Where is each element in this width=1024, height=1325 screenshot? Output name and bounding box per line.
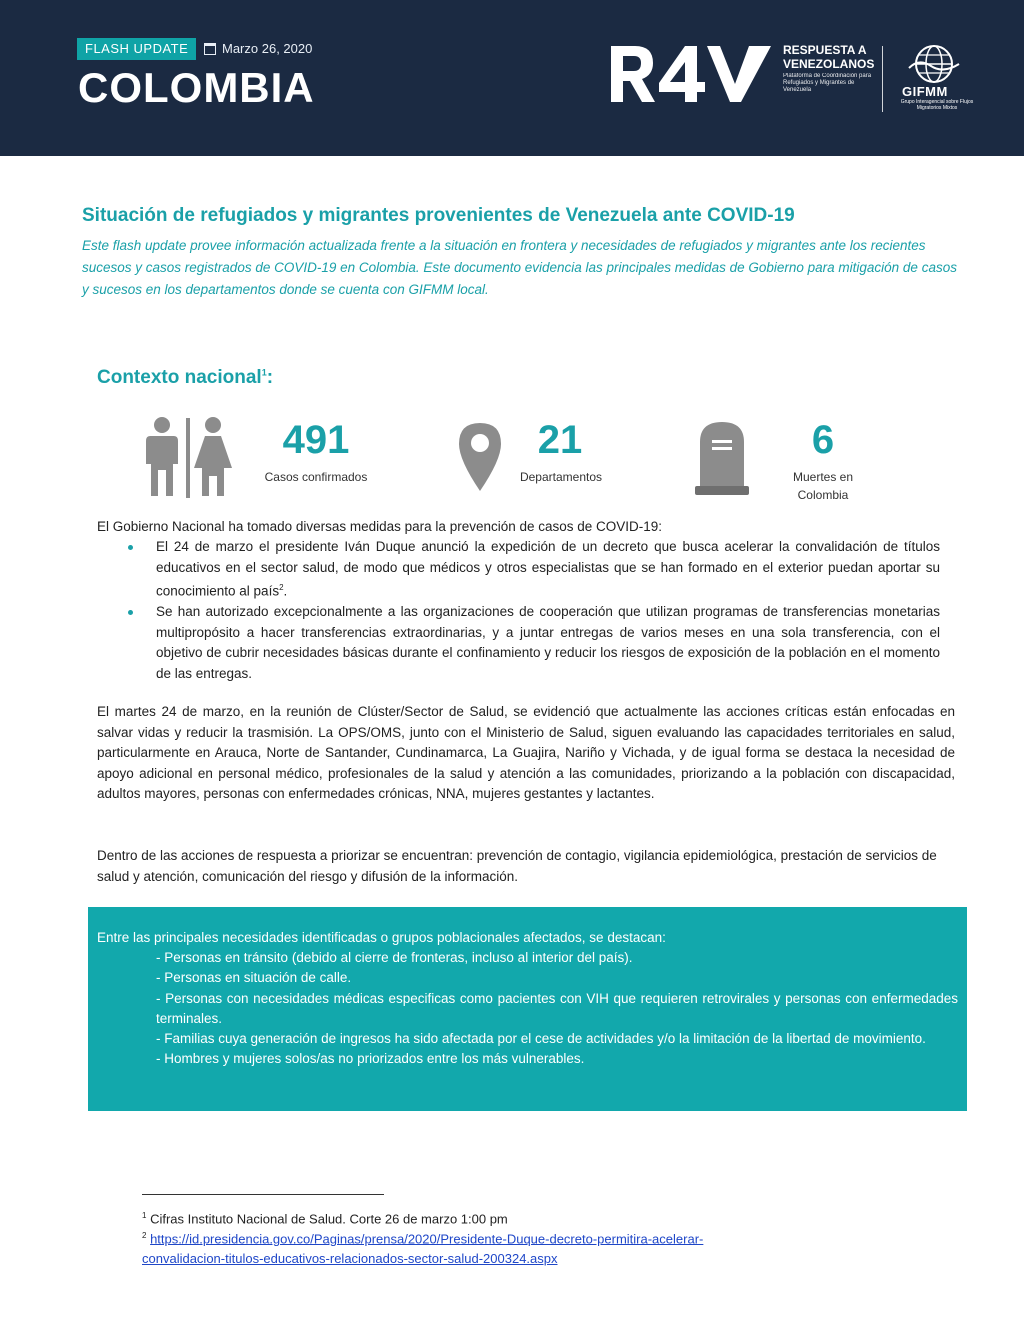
people-icon: [142, 416, 234, 500]
footnote-number: 1: [142, 1211, 147, 1220]
bullet-dot: [128, 610, 133, 615]
country-title: COLOMBIA: [78, 64, 315, 111]
footnote-number: 2: [142, 1231, 147, 1240]
needs-intro: Entre las principales necesidades identificadas o grupos poblacionales afectados, se destacan:: [97, 930, 666, 945]
bullet-text: El 24 de marzo el presidente Iván Duque anunció la expedición de un decreto que busca acelerar la convalidación de títulos educativos en el sector salud, de modo que médicos y otros especialistas que se han formado en el exterior puedan aportar su conocimiento al país: [156, 539, 940, 599]
location-pin-icon: [457, 422, 503, 492]
needs-callout-box: [88, 907, 967, 1111]
context-heading: [97, 367, 273, 389]
actions-paragraph: Dentro de las acciones de respuesta a priorizar se encuentran: prevención de contagio, vigilancia epidemiológica, prestación de servicios de salud y atención, comunicación del riesgo y difusión de la información.: [97, 848, 937, 884]
context-heading-suffix: :: [266, 367, 274, 388]
gov-lead-text: El Gobierno Nacional ha tomado diversas medidas para la prevención de casos de COVID-19:: [97, 519, 663, 534]
stat-deaths-value: 6: [811, 418, 835, 462]
footnote-link[interactable]: [142, 1231, 703, 1266]
stat-departments-value: 21: [537, 418, 583, 462]
footnote-ref-2: 2: [279, 583, 284, 592]
r4v-logo-text: [783, 43, 878, 94]
stat-cases-label: Casos confirmados: [264, 470, 368, 484]
footnote-link-line2[interactable]: convalidacion-titulos-educativos-relacionados-sector-salud-200324.aspx: [142, 1251, 558, 1267]
footnote-text: Cifras Instituto Nacional de Salud. Corte 26 de marzo 1:00 pm: [150, 1211, 508, 1227]
list-item: [128, 537, 940, 602]
gifmm-subtitle: Grupo Interagencial sobre Flujos Migratorios Mixtos: [900, 99, 974, 111]
stat-cases-value: 491: [282, 418, 350, 462]
page-title: Situación de refugiados y migrantes provenientes de Venezuela ante COVID-19: [82, 205, 795, 226]
list-item: - Personas en tránsito (debido al cierre de fronteras, incluso al interior del país).: [156, 950, 633, 965]
date-line: [204, 40, 312, 58]
intro-paragraph: Este flash update provee información actualizada frente a la situación en frontera y necesidades de refugiados y migrantes ante los recientes sucesos y casos registrados de COVID-19 en Colombia. Este documento evidencia las principales medidas de Gobierno para mitigación de casos y sucesos en los departamentos donde se cuenta con GIFMM local.: [82, 238, 957, 297]
gov-measures-list: [128, 537, 940, 684]
stat-deaths-label-line1: Muertes en: [792, 470, 854, 484]
list-item: - Personas en situación de calle.: [156, 970, 352, 986]
stat-deaths-label: [772, 468, 874, 504]
tombstone-icon: [694, 420, 750, 496]
context-heading-text: Contexto nacional: [97, 367, 262, 388]
cluster-paragraph: El martes 24 de marzo, en la reunión de Clúster/Sector de Salud, se evidenció que actualmente las acciones críticas están enfocadas en salvar vidas y reducir la trasmisión. La OPS/OMS, junto con el Ministerio de Salud, siguen evaluando las capacidades territoriales en salud, particularmente en Arauca, Norte de Santander, Cundinamarca, La Guajira, Nariño y Vichada, y de igual forma se destaca la necesidad de apoyo adicional en personal médico, profesionales de la salud y atención a las comunidades, priorizando a la población con discapacidad, adultos mayores, personas con enfermedades crónicas, NNA, mujeres gestantes y lactantes.: [97, 704, 955, 801]
r4v-subtitle: Plataforma de Coordinación para Refugiados y Migrantes de Venezuela: [783, 73, 872, 93]
bullet-end: .: [283, 583, 288, 599]
globe-icon: [905, 44, 963, 86]
footnote-link-line1[interactable]: https://id.presidencia.gov.co/Paginas/prensa/2020/Presidente-Duque-decreto-permitira-acelerar-: [150, 1231, 704, 1247]
list-item: - Familias cuya generación de ingresos ha sido afectada por el cese de actividades y/o la limitación de la libertad de movimiento.: [156, 1031, 926, 1047]
stat-departments-label: Departamentos: [519, 470, 603, 484]
footnote-ref-1: 1: [261, 367, 267, 378]
flash-update-badge: FLASH UPDATE: [77, 38, 196, 60]
calendar-icon: [204, 43, 216, 55]
r4v-logo-icon: [609, 44, 773, 104]
header-banner: [0, 0, 1024, 156]
logo-divider: [882, 46, 883, 112]
footnote-2: [142, 1226, 703, 1269]
footnote-divider: [142, 1194, 384, 1195]
list-item: - Hombres y mujeres solos/as no priorizados entre los más vulnerables.: [156, 1051, 585, 1067]
bullet-text: Se han autorizado excepcionalmente a las organizaciones de cooperación que utilizan programas de transferencias monetarias multipropósito a hacer transferencias extraordinarias, y a juntar entregas de varios meses en una sola transferencia, con el objetivo de cubrir necesidades básicas durante el confinamiento y reducir los riesgos de exposición de la población en el momento de las entregas.: [156, 604, 940, 681]
date-text: Marzo 26, 2020: [222, 41, 313, 56]
r4v-title: RESPUESTA A VENEZOLANOS: [783, 43, 875, 71]
bullet-dot: [128, 545, 133, 550]
list-item: [128, 602, 940, 684]
needs-list: [156, 948, 958, 1070]
stat-deaths-label-line2: Colombia: [797, 488, 849, 502]
list-item: - Personas con necesidades médicas especificas como pacientes con VIH que requieren retrovirales y personas con enfermedades terminales.: [156, 990, 958, 1026]
gifmm-label: GIFMM: [902, 84, 948, 99]
